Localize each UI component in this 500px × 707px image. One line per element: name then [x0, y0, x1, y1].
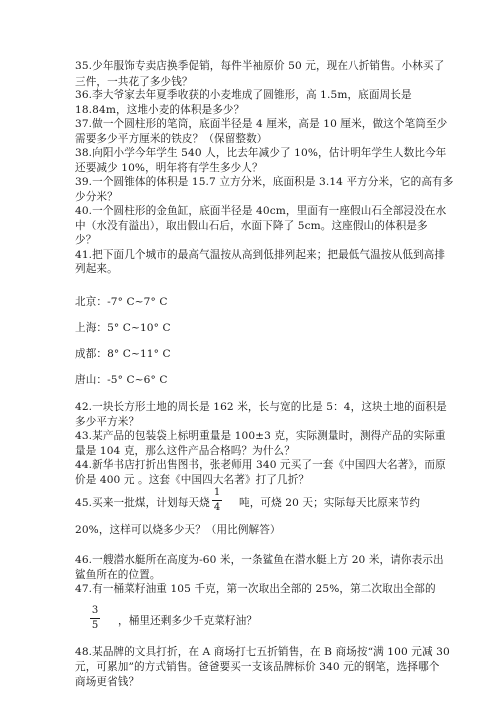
q37-line-2: 需要多少平方厘米的铁皮？（保留整数） [75, 133, 268, 145]
fraction-denominator: 5 [91, 620, 99, 631]
fraction-bar [90, 618, 100, 619]
q35-line-2: 三件，一共花了多少钱？ [75, 76, 193, 88]
fraction-one-quarter [210, 487, 224, 514]
q48-line-1: 48.某品牌的文具打折，在 A 商场打七五折销售，在 B 商场按“满 100 元减 30 [75, 646, 450, 658]
q43-line-1: 43.某产品的包装袋上标明重量是 100±3 克，实际测量时，测得产品的实际重 [75, 430, 446, 442]
fraction-numerator: 1 [213, 487, 221, 498]
q45-line-2: 20%，这样可以烧多少天？（用比例解答） [75, 524, 281, 536]
q40-line-2: 中（水没有溢出），取出假山石后，水面下降了 5cm。这座假山的体积是多 [75, 220, 428, 232]
q37-line-1: 37.做一个圆柱形的笔筒，底面半径是 4 厘米，高是 10 厘米，做这个笔筒至少 [75, 118, 448, 130]
q39-line-1: 39.一个圆锥体的体积是 15.7 立方分米，底面积是 3.14 平方分米，它的高有多 [75, 176, 454, 188]
q39-line-2: 少分米？ [75, 191, 118, 203]
q45-line-1a: 45.买来一批煤，计划每天烧 [75, 497, 210, 509]
city-chengdu: 成都：8° C~11° C [75, 348, 171, 360]
q43-line-2: 量是 104 克，那么这件产品合格吗？为什么？ [75, 445, 295, 457]
fraction-numerator: 3 [91, 605, 99, 616]
fraction-bar [212, 500, 222, 501]
q40-line-1: 40.一个圆柱形的金鱼缸，底面半径是 40cm，里面有一座假山石全部浸没在水 [75, 205, 447, 217]
q36-line-1: 36.李大爷家去年夏季收获的小麦堆成了圆锥形，高 1.5m，底面周长是 [75, 89, 412, 101]
q45-line-1b: 吨，可烧 20 天；实际每天比原来节约 [239, 497, 421, 509]
q42-line-1: 42.一块长方形土地的周长是 162 米，长与宽的比是 5：4，这块土地的面积是 [75, 401, 447, 413]
city-shanghai: 上海：5° C~10° C [75, 322, 171, 334]
q38-line-2: 还要减少 10%，明年将有学生多少人？ [75, 162, 263, 174]
q46-line-2: 鲨鱼所在的位置。 [75, 569, 161, 581]
q41-line-1: 41.把下面几个城市的最高气温按从高到低排列起来；把最低气温按从低到高排 [75, 249, 446, 261]
q47-line-1: 47.有一桶菜籽油重 105 千克，第一次取出全部的 25%，第二次取出全部的 [75, 583, 436, 595]
q35-line-1: 35.少年服饰专卖店换季促销，每件半袖原价 50 元，现在八折销售。小林买了 [75, 60, 445, 72]
q36-line-2: 18.84m，这堆小麦的体积是多少？ [75, 104, 245, 116]
fraction-denominator: 4 [213, 502, 221, 513]
q48-line-3: 商场更省钱？ [75, 676, 140, 688]
q42-line-2: 多少平方米？ [75, 416, 140, 428]
city-beijing: 北京：-7° C~7° C [75, 296, 168, 308]
q40-line-3: 少？ [75, 234, 97, 246]
q38-line-1: 38.向阳小学今年学生 540 人，比去年减少了 10%，估计明年学生人数比今年 [75, 147, 447, 159]
city-tangshan: 唐山：-5° C~6° C [75, 374, 168, 386]
q44-line-2: 价是 400 元 。这套《中国四大名著》打了几折？ [75, 474, 310, 486]
q46-line-1: 46.一艘潜水艇所在高度为-60 米，一条鲨鱼在潜水艇上方 20 米，请你表示出 [75, 554, 444, 566]
q47-line-2: ，桶里还剩多少千克菜籽油？ [118, 615, 258, 627]
q41-line-2: 列起来。 [75, 263, 118, 275]
q44-line-1: 44.新华书店打折出售图书，张老师用 340 元买了一套《中国四大名著》，而原 [75, 459, 446, 471]
fraction-three-fifths [88, 605, 102, 632]
q48-line-2: 元，可累加”的方式销售。爸爸要买一支该品牌标价 340 元的钢笔，选择哪个 [75, 661, 440, 673]
